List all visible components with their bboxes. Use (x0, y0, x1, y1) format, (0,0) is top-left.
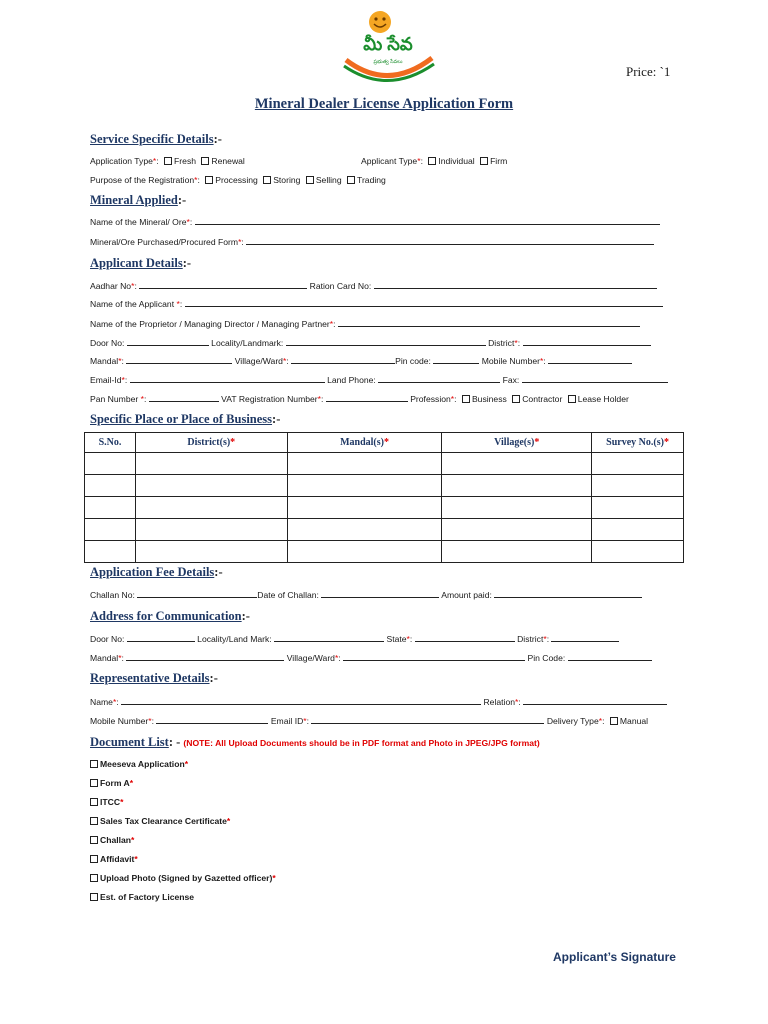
proprietor-field[interactable] (338, 318, 640, 327)
processing-checkbox[interactable] (205, 176, 213, 184)
table-cell[interactable] (287, 497, 442, 519)
relation-field[interactable] (523, 696, 667, 705)
door-field[interactable] (127, 337, 209, 346)
address-locality-field[interactable] (274, 633, 384, 642)
mineral-form-row: Mineral/Ore Purchased/Procured Form*: (90, 236, 654, 247)
mineral-name-field[interactable] (195, 216, 660, 225)
doc-checkbox[interactable] (90, 855, 98, 863)
aadhar-row: Aadhar No*: Ration Card No: (90, 280, 657, 291)
address-pin-field[interactable] (568, 652, 652, 661)
renewal-checkbox[interactable] (201, 157, 209, 165)
table-cell[interactable] (442, 541, 592, 563)
table-cell[interactable] (135, 519, 287, 541)
logo-script: మీ సేవ (363, 34, 413, 54)
business-checkbox[interactable] (462, 395, 470, 403)
doc-checkbox[interactable] (90, 760, 98, 768)
rep-name-row: Name*: Relation*: (90, 696, 667, 707)
col-survey: Survey No.(s)* (592, 433, 684, 453)
business-place-table (84, 432, 684, 563)
table-cell[interactable] (592, 475, 684, 497)
address-state-field[interactable] (415, 633, 515, 642)
price-label: Price: `1 (626, 64, 671, 79)
table-row (85, 453, 684, 475)
page-title: Mineral Dealer License Application Form (254, 96, 514, 112)
door-row: Door No: Locality/Landmark: District*: (90, 337, 651, 348)
doc-form-a: Form A* (90, 778, 133, 788)
col-sno: S.No. (85, 433, 136, 453)
section-representative: Representative Details:- (90, 671, 218, 685)
challan-no-field[interactable] (137, 589, 257, 598)
table-header-row (85, 433, 684, 453)
doc-affidavit: Affidavit* (90, 854, 138, 864)
table-cell[interactable] (287, 475, 442, 497)
proprietor-row: Name of the Proprietor / Managing Director / Managing Partner*: (90, 318, 640, 329)
doc-sales-tax-clearance: Sales Tax Clearance Certificate* (90, 816, 230, 826)
table-cell[interactable] (85, 541, 136, 563)
firm-checkbox[interactable] (480, 157, 488, 165)
purpose-row: Purpose of the Registration*: Processing Storing Selling Trading (90, 175, 386, 185)
table-row (85, 541, 684, 563)
pan-row: Pan Number *: VAT Registration Number*: Profession*: Business Contractor Lease Holder (90, 394, 629, 404)
table-cell[interactable] (287, 453, 442, 475)
doc-checkbox[interactable] (90, 779, 98, 787)
table-cell[interactable] (287, 541, 442, 563)
table-row (85, 497, 684, 519)
doc-checkbox[interactable] (90, 874, 98, 882)
mobile-field[interactable] (548, 355, 632, 364)
fresh-checkbox[interactable] (164, 157, 172, 165)
table-row (85, 519, 684, 541)
section-documents: Document List: - (NOTE: All Upload Documents should be in PDF format and Photo in JPEG/JPG format) (90, 735, 540, 749)
table-cell[interactable] (85, 497, 136, 519)
challan-row: Challan No: Date of Challan: Amount paid: (90, 589, 642, 600)
table-cell[interactable] (592, 541, 684, 563)
pan-field[interactable] (149, 393, 219, 402)
address-village-field[interactable] (343, 652, 525, 661)
section-fee: Application Fee Details:- (90, 565, 223, 579)
col-village: Village(s)* (442, 433, 592, 453)
table-cell[interactable] (592, 453, 684, 475)
aadhar-field[interactable] (139, 280, 307, 289)
doc-challan: Challan* (90, 835, 134, 845)
mineral-name-row: Name of the Mineral/ Ore*: (90, 216, 660, 227)
email-row: Email-Id*: Land Phone: Fax: (90, 374, 668, 385)
rep-mobile-field[interactable] (156, 715, 268, 724)
storing-checkbox[interactable] (263, 176, 271, 184)
mineral-form-field[interactable] (246, 236, 654, 245)
doc-checkbox[interactable] (90, 893, 98, 901)
table-cell[interactable] (135, 475, 287, 497)
section-address: Address for Communication:- (90, 609, 250, 623)
district-field[interactable] (523, 337, 651, 346)
table-cell[interactable] (442, 497, 592, 519)
mandal-row: Mandal*: Village/Ward*: Pin code: Mobile Number*: (90, 355, 632, 366)
table-cell[interactable] (442, 519, 592, 541)
trading-checkbox[interactable] (347, 176, 355, 184)
table-cell[interactable] (85, 453, 136, 475)
contractor-checkbox[interactable] (512, 395, 520, 403)
col-mandal: Mandal(s)* (287, 433, 442, 453)
table-cell[interactable] (135, 541, 287, 563)
document-note: (NOTE: All Upload Documents should be in PDF format and Photo in JPEG/JPG format) (183, 738, 540, 748)
mandal-field[interactable] (126, 355, 232, 364)
table-cell[interactable] (135, 497, 287, 519)
table-cell[interactable] (442, 475, 592, 497)
rep-mobile-row: Mobile Number*: Email ID*: Delivery Type*: Manual (90, 716, 649, 726)
doc-checkbox[interactable] (90, 836, 98, 844)
pin-field[interactable] (433, 355, 479, 364)
doc-meeseva-application: Meeseva Application* (90, 759, 188, 769)
table-cell[interactable] (442, 453, 592, 475)
section-applicant: Applicant Details:- (90, 256, 192, 270)
applicant-name-field[interactable] (185, 298, 663, 307)
challan-date-field[interactable] (321, 589, 439, 598)
vat-field[interactable] (326, 393, 408, 402)
lease-holder-checkbox[interactable] (568, 395, 576, 403)
locality-field[interactable] (286, 337, 486, 346)
section-service: Service Specific Details:- (90, 132, 222, 146)
table-cell[interactable] (592, 497, 684, 519)
address-district-field[interactable] (551, 633, 619, 642)
village-field[interactable] (291, 355, 395, 364)
rep-name-field[interactable] (121, 696, 481, 705)
logo-tagline: ప్రభుత్వ సేవలు (373, 59, 403, 65)
land-phone-field[interactable] (378, 374, 500, 383)
doc-checkbox[interactable] (90, 798, 98, 806)
address-mandal-field[interactable] (126, 652, 284, 661)
address-door-row: Door No: Locality/Land Mark: State*: District*: (90, 633, 619, 644)
amount-paid-field[interactable] (494, 589, 642, 598)
manual-checkbox[interactable] (610, 717, 618, 725)
rep-email-field[interactable] (311, 715, 544, 724)
doc-checkbox[interactable] (90, 817, 98, 825)
email-field[interactable] (130, 374, 325, 383)
individual-checkbox[interactable] (428, 157, 436, 165)
application-type-row: Application Type*: Fresh Renewal (90, 156, 245, 166)
selling-checkbox[interactable] (306, 176, 314, 184)
section-place: Specific Place or Place of Business:- (90, 412, 281, 426)
doc-upload-photo: Upload Photo (Signed by Gazetted officer)* (90, 873, 276, 883)
fax-field[interactable] (522, 374, 668, 383)
address-door-field[interactable] (127, 633, 195, 642)
section-mineral: Mineral Applied:- (90, 193, 187, 207)
table-cell[interactable] (592, 519, 684, 541)
table-cell[interactable] (85, 519, 136, 541)
table-cell[interactable] (287, 519, 442, 541)
table-cell[interactable] (85, 475, 136, 497)
address-mandal-row: Mandal*: Village/Ward*: Pin Code: (90, 652, 652, 663)
table-row (85, 475, 684, 497)
ration-card-field[interactable] (374, 280, 657, 289)
applicant-name-row: Name of the Applicant *: (90, 298, 663, 309)
meeseva-logo (336, 8, 440, 84)
col-district: District(s)* (135, 433, 287, 453)
doc-factory-license: Est. of Factory License (90, 892, 194, 902)
applicant-type-row: Applicant Type*: Individual Firm (361, 156, 508, 166)
doc-itcc: ITCC* (90, 797, 123, 807)
table-cell[interactable] (135, 453, 287, 475)
applicant-signature: Applicant’s Signature (553, 950, 676, 964)
